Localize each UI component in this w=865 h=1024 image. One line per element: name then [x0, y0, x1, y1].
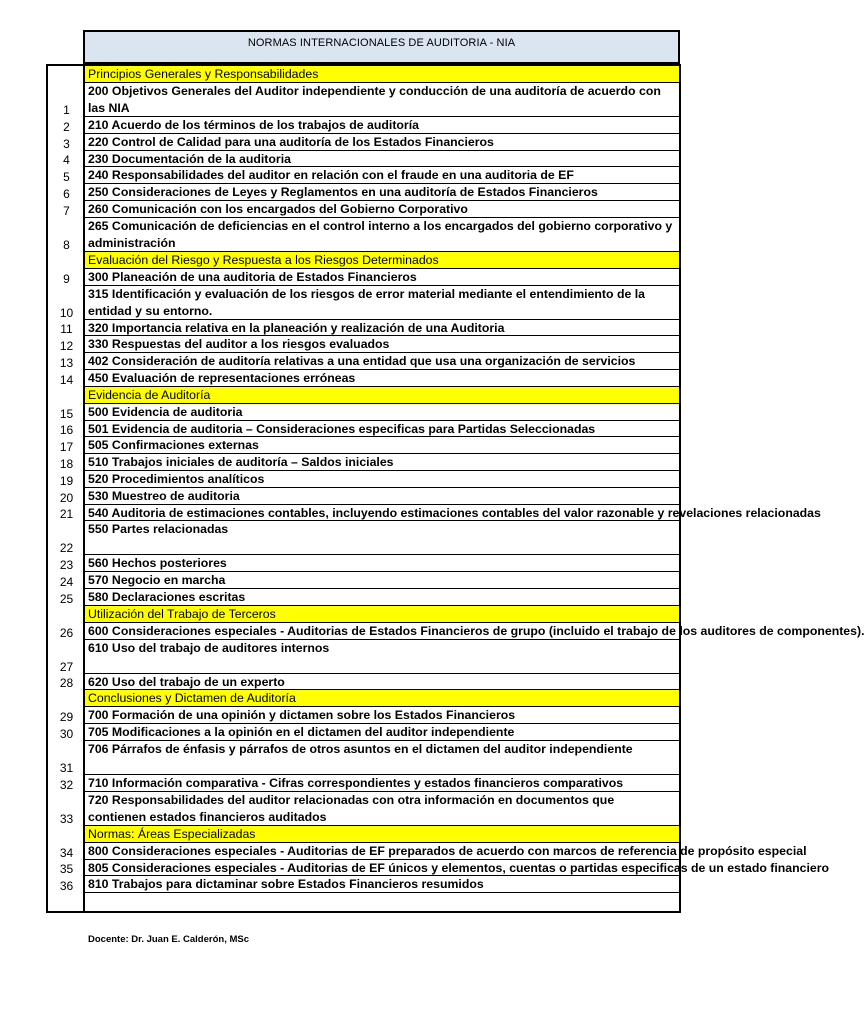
row-number: 6 — [63, 187, 70, 201]
section-title: Evidencia de Auditoría — [88, 387, 211, 402]
row-number: 29 — [59, 710, 74, 725]
standard-text: 700 Formación de una opinión y dictamen sobre los Estados Financieros — [88, 708, 516, 723]
standard-row — [85, 640, 679, 674]
standard-row — [85, 876, 679, 893]
standard-text: 510 Trabajos iniciales de auditoría – Saldos iniciales — [88, 455, 394, 470]
row-number: 25 — [59, 591, 74, 606]
row-number: 7 — [63, 203, 70, 218]
standard-text: 300 Planeación de una auditoria de Estados Financieros — [88, 269, 417, 284]
standard-row — [85, 488, 679, 505]
row-number: 34 — [59, 845, 74, 860]
standard-text: 505 Confirmaciones externas — [88, 438, 259, 453]
standard-text: 330 Respuestas del auditor a los riesgos evaluados — [88, 337, 390, 352]
section-header-row — [85, 690, 679, 707]
title-header-cell — [83, 30, 680, 64]
standard-text: 610 Uso del trabajo de auditores internos — [88, 640, 330, 655]
standard-row — [85, 860, 830, 877]
standard-row — [85, 707, 679, 724]
standard-text: 620 Uso del trabajo de un experto — [88, 674, 285, 689]
standard-text: 810 Trabajos para dictaminar sobre Estados Financieros resumidos — [88, 877, 484, 892]
standard-text: 501 Evidencia de auditoria – Consideraciones especificas para Partidas Seleccionadas — [88, 421, 596, 436]
row-number: 24 — [59, 575, 74, 589]
standard-row — [85, 471, 679, 488]
row-number: 35 — [59, 862, 74, 877]
standard-row — [85, 421, 679, 438]
row-number: 2 — [63, 119, 70, 134]
standard-text: 580 Declaraciones escritas — [88, 590, 246, 604]
row-number: 9 — [63, 271, 70, 286]
standard-row — [85, 437, 679, 454]
standard-row — [85, 724, 679, 741]
row-number: 13 — [59, 356, 74, 370]
standard-row — [85, 505, 821, 522]
standard-row — [85, 370, 679, 387]
standard-text: 805 Consideraciones especiales - Auditorias de EF únicos y elementos, cuentas o partidas especificas de un estado financiero — [88, 860, 830, 875]
page-title: NORMAS INTERNACIONALES DE AUDITORIA - NIA — [247, 37, 516, 49]
standard-text: 230 Documentación de la auditoria — [88, 151, 291, 166]
standard-text: 220 Control de Calidad para una auditoría de los Estados Financieros — [88, 134, 494, 149]
row-number: 21 — [59, 507, 74, 522]
standard-row — [85, 117, 679, 134]
row-number: 22 — [59, 541, 74, 556]
section-title: Utilización del Trabajo de Terceros — [88, 606, 276, 621]
standard-text: 200 Objetivos Generales del Auditor independiente y conducción de una auditoría de acuerdo con las NIA — [88, 84, 661, 115]
section-header-row — [85, 252, 679, 269]
standard-text: 265 Comunicación de deficiencias en el control interno a los encargados del gobierno corporativo y administración — [88, 218, 673, 250]
standard-text: 720 Responsabilidades del auditor relacionadas con otra información en documentos que contienen estados financieros auditados — [88, 792, 615, 824]
standard-text: 450 Evaluación de representaciones erróneas — [88, 371, 356, 385]
standard-text: 570 Negocio en marcha — [88, 573, 226, 588]
standard-row — [85, 151, 679, 168]
standard-text: 710 Información comparativa - Cifras correspondientes y estados financieros comparativos — [88, 776, 624, 790]
standard-text: 240 Responsabilidades del auditor en relación con el fraude en una auditoria de EF — [88, 168, 574, 183]
standard-row — [85, 674, 679, 691]
standard-row — [85, 555, 679, 572]
standard-row — [85, 404, 679, 421]
row-number: 30 — [59, 727, 74, 741]
section-header-row — [85, 826, 679, 843]
row-number: 32 — [59, 777, 74, 792]
standard-row — [85, 623, 865, 640]
row-number: 23 — [59, 558, 74, 573]
standard-text: 550 Partes relacionadas — [88, 522, 229, 537]
row-number: 26 — [59, 625, 74, 640]
row-number: 15 — [59, 406, 74, 421]
standard-text: 210 Acuerdo de los términos de los trabajos de auditoría — [88, 118, 419, 132]
section-header-row — [85, 66, 679, 83]
section-header-row — [85, 387, 679, 404]
row-number: 1 — [63, 103, 70, 117]
standard-text: 520 Procedimientos analíticos — [88, 472, 265, 486]
row-number: 36 — [59, 879, 74, 894]
standard-row — [85, 741, 679, 775]
standard-text: 320 Importancia relativa en la planeación y realización de una Auditoria — [88, 320, 505, 335]
row-number: 3 — [63, 136, 70, 151]
row-number: 17 — [59, 440, 74, 455]
standard-row — [85, 589, 679, 606]
row-number: 16 — [59, 423, 74, 438]
standard-row — [85, 218, 679, 252]
section-title: Conclusiones y Dictamen de Auditoría — [88, 691, 296, 706]
section-title: Normas: Áreas Especializadas — [88, 826, 256, 841]
footer-teacher: Docente: Dr. Juan E. Calderón, MSc — [88, 934, 250, 945]
row-number: 20 — [59, 490, 74, 505]
section-title: Evaluación del Riesgo y Respuesta a los Riesgos Determinados — [88, 252, 439, 267]
row-number: 5 — [63, 170, 70, 185]
row-number: 33 — [59, 811, 74, 826]
standard-text: 402 Consideración de auditoría relativas a una entidad que usa una organización de servicios — [88, 354, 636, 369]
standard-text: 500 Evidencia de auditoria — [88, 404, 243, 419]
standard-text: 540 Auditoria de estimaciones contables, incluyendo estimaciones contables del valor razonable y revelaciones relacionadas — [88, 505, 821, 520]
standard-text: 315 Identificación y evaluación de los riesgos de error material mediante el entendimiento de la entidad y su entorno. — [88, 286, 645, 318]
standards-table — [83, 64, 865, 913]
row-number: 10 — [59, 305, 74, 320]
standard-row — [85, 320, 679, 337]
row-number: 18 — [59, 457, 74, 471]
row-number: 11 — [60, 322, 73, 337]
standard-row — [85, 336, 679, 353]
standard-row — [85, 775, 679, 792]
standard-row — [85, 83, 679, 117]
standard-text: 560 Hechos posteriores — [88, 556, 227, 571]
standard-row — [85, 792, 679, 826]
row-number: 19 — [59, 473, 74, 488]
standard-text: 530 Muestreo de auditoria — [88, 488, 240, 503]
row-number: 28 — [59, 676, 74, 691]
standard-row — [85, 353, 679, 370]
standard-row — [85, 521, 679, 555]
row-number: 8 — [63, 237, 70, 252]
standard-text: 260 Comunicación con los encargados del Gobierno Corporativo — [88, 202, 468, 216]
standard-row — [85, 167, 679, 184]
standard-text: 800 Consideraciones especiales - Auditorias de EF preparados de acuerdo con marcos de referencia de propósito especial — [88, 843, 807, 858]
standard-row — [85, 454, 679, 471]
standard-row — [85, 269, 679, 286]
section-header-row — [85, 606, 679, 623]
row-number: 14 — [59, 372, 74, 387]
standard-text: 705 Modificaciones a la opinión en el dictamen del auditor independiente — [88, 725, 515, 740]
section-title: Principios Generales y Responsabilidades — [88, 67, 319, 81]
standard-row — [85, 201, 679, 218]
standard-row — [85, 134, 679, 151]
standard-row — [85, 184, 679, 201]
standard-row — [85, 843, 807, 860]
row-number: 12 — [59, 339, 74, 354]
row-number: 31 — [59, 761, 74, 775]
standard-text: 250 Consideraciones de Leyes y Reglamentos en una auditoría de Estados Financieros — [88, 185, 598, 200]
standard-row — [85, 572, 679, 589]
row-number: 27 — [59, 659, 74, 674]
standard-text: 706 Párrafos de énfasis y párrafos de otros asuntos en el dictamen del auditor independiente — [88, 742, 633, 756]
row-number: 4 — [63, 153, 70, 168]
row-number-column — [46, 64, 83, 913]
standard-text: 600 Consideraciones especiales - Auditorias de Estados Financieros de grupo (incluido el trabajo de los auditores de componentes). — [88, 623, 865, 638]
standard-row — [85, 286, 679, 320]
